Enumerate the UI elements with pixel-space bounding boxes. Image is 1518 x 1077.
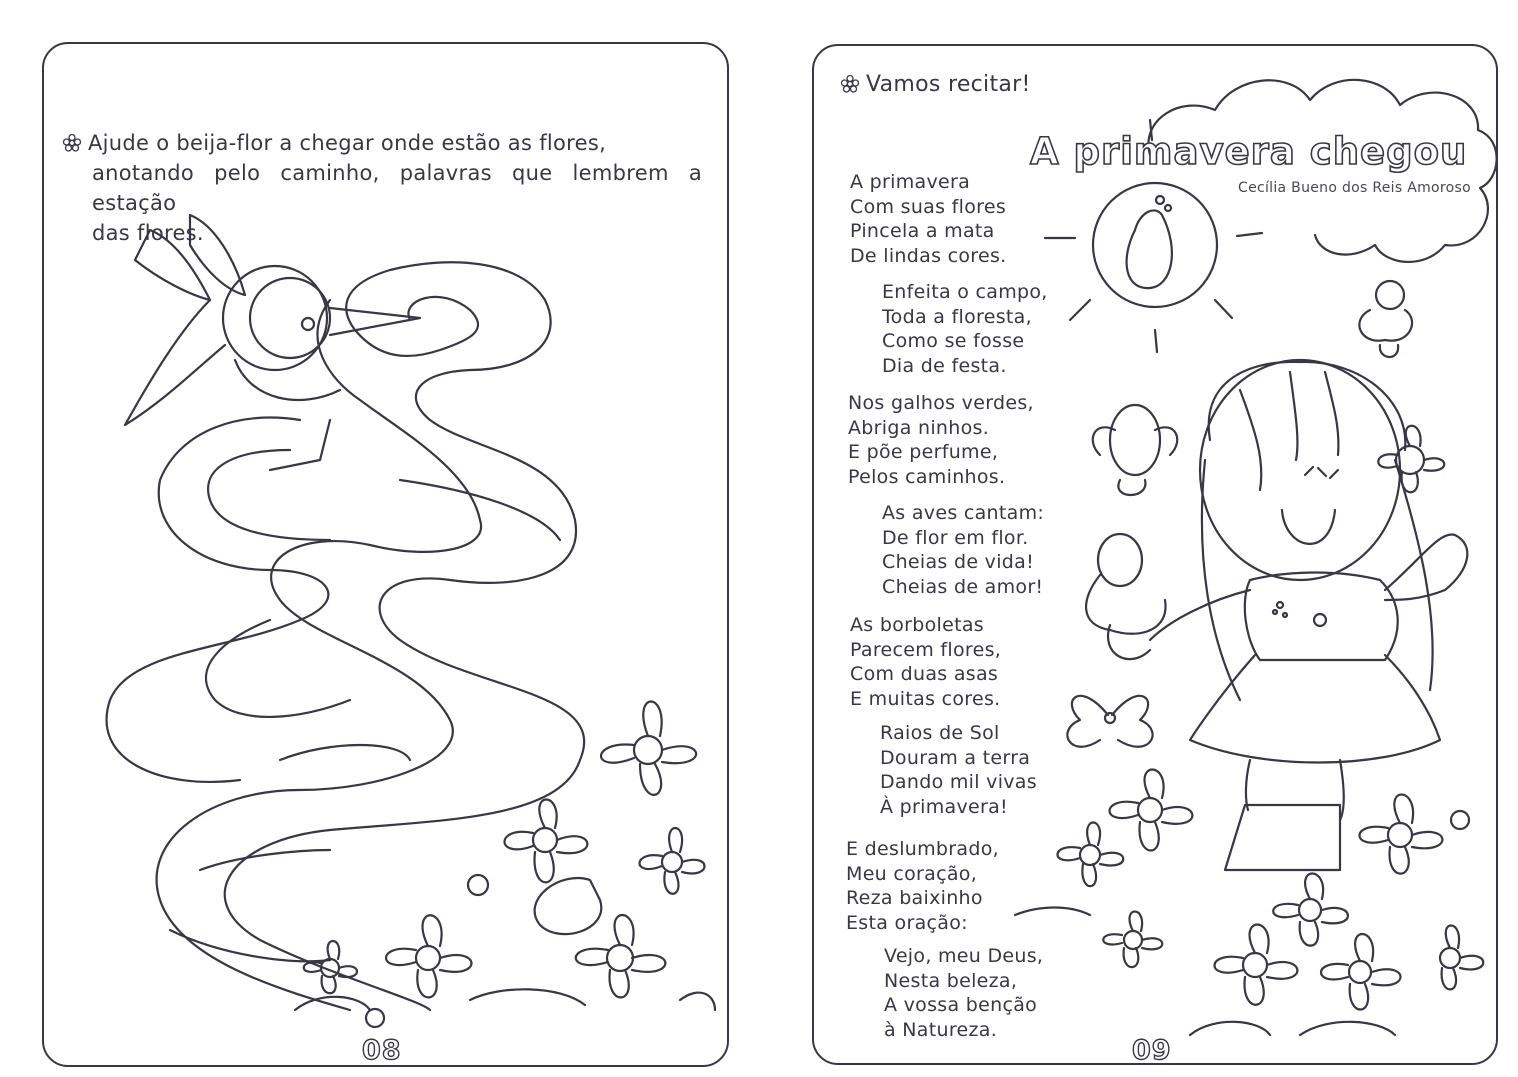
poem-line: De lindas cores. [850, 244, 1007, 267]
poem-line: E põe perfume, [848, 441, 999, 463]
poem-line: As borboletas [850, 614, 984, 636]
stanza-8 [884, 944, 1043, 1042]
stanza-4 [882, 501, 1044, 599]
instruction-line-2: anotando pelo caminho, palavras que lembrem a estação [92, 161, 702, 215]
stanza-5 [850, 613, 1001, 711]
poem-line: Como se fosse [882, 330, 1025, 352]
poem-line: Esta oração: [846, 911, 968, 934]
poem-line: Cheias de amor! [882, 575, 1044, 598]
page-number-left: 08 [362, 1035, 402, 1066]
poem-line: Pelos caminhos. [848, 465, 1006, 488]
girl-illustration [1150, 360, 1467, 870]
instruction-line-3: das flores. [92, 221, 204, 245]
stanza-3 [848, 391, 1034, 489]
poem-line: Com duas asas [850, 663, 999, 685]
poem-line: Enfeita o campo, [882, 281, 1048, 303]
poem-line: Nesta beleza, [884, 969, 1018, 992]
poem-line: E muitas cores. [850, 687, 1001, 710]
maze-path [107, 262, 585, 1010]
poem-line: Vejo, meu Deus, [884, 945, 1044, 967]
poem-line: A vossa benção [884, 994, 1038, 1016]
poem-line: Nos galhos verdes, [848, 392, 1034, 414]
poem-line: Com suas flores [850, 195, 1007, 218]
poem-line: Meu coração, [846, 862, 978, 885]
bird-icons [1086, 281, 1412, 659]
flower-bush-icon [295, 702, 715, 1028]
poem-line: Reza baixinho [846, 887, 983, 909]
instruction-line-1 [62, 128, 702, 158]
butterfly-icon [1067, 696, 1152, 747]
poem-line: Parecem flores, [850, 638, 1002, 661]
section-title [840, 72, 1031, 97]
instruction-text [62, 128, 702, 248]
stanza-2 [882, 280, 1048, 378]
instruction-line-text: Ajude o beija-flor a chegar onde estão as flores, [88, 131, 607, 155]
poem-line: Raios de Sol [880, 722, 1000, 744]
poem-line: à Natureza. [884, 1018, 998, 1041]
poem-line: Abriga ninhos. [848, 416, 990, 439]
flower-bullet-icon [62, 133, 82, 153]
poem-line: As aves cantam: [882, 502, 1045, 524]
stanza-7 [846, 837, 999, 935]
flower-bush-right-icon [1015, 770, 1483, 1036]
poem-line: Dia de festa. [882, 354, 1007, 377]
poem-line: Pincela a mata [850, 220, 995, 242]
poem-title: A primavera chegou [1030, 130, 1468, 173]
poem-line: A primavera [850, 171, 971, 193]
section-title-text: Vamos recitar! [866, 72, 1031, 97]
poem-author: Cecília Bueno dos Reis Amoroso [1238, 180, 1471, 196]
poem-line: E deslumbrado, [846, 838, 999, 860]
stanza-1 [850, 170, 1007, 268]
poem-line: De flor em flor. [882, 526, 1029, 549]
page-number-right: 09 [1132, 1035, 1172, 1066]
poem-line: Douram a terra [880, 746, 1031, 769]
poem-line: Toda a floresta, [882, 305, 1032, 328]
poem-line: Cheias de vida! [882, 551, 1034, 573]
poem-line: À primavera! [880, 795, 1008, 818]
stanza-6 [880, 721, 1037, 819]
flower-bullet-icon [840, 74, 860, 94]
poem-line: Dando mil vivas [880, 771, 1037, 793]
